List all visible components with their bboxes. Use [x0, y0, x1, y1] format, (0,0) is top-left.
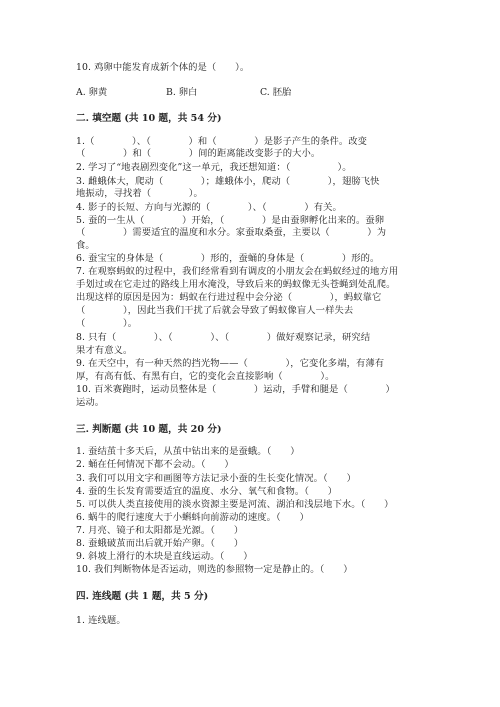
fill-line: （ ）和（ ）间的距离能改变影子的大小。: [76, 148, 321, 159]
judge-line: 6. 蜗牛的爬行速度大于小蝌蚪向前游动的速度。（ ）: [76, 512, 310, 523]
judge-line: 4. 蚕的生长发育需要适宜的温度、水分、氧气和食物。（ ）: [76, 486, 338, 497]
judge-line: 2. 蛹在任何情况下都不会动。（ ）: [76, 459, 234, 470]
judge-line: 5. 可以供人类直接使用的淡水资源主要是河流、湖泊和浅层地下水。（ ）: [76, 499, 394, 510]
fill-line: （ ），因此当我们干扰了后就会导致了蚂蚁像盲人一样失去: [76, 305, 354, 316]
fill-line: （ ）需要适宜的温度和水分。家蚕取桑蚕，主要以（ ）为: [76, 227, 387, 238]
section-fill-in-title: 二. 填空题 (共 10 题，共 54 分): [76, 113, 222, 124]
fill-line: 7. 在观察蚂蚁的过程中，我们经常看到有调皮的小朋友会在蚂蚁经过的地方用: [76, 266, 399, 277]
fill-line: 运动。: [76, 397, 105, 408]
fill-line: 3. 雌蛾体大，爬动（ ）；雄蛾体小，爬动（ ），翅膀飞快: [76, 176, 380, 187]
fill-line: 5. 蚕的一生从（ ）开始，（ ）是由蚕卵孵化出来的。蚕卵: [76, 215, 385, 226]
judge-line: 10. 我们判断物体是否运动，则选的参照物一定是静止的。（ ）: [76, 564, 353, 575]
fill-line: 2. 学习了“地表剧烈变化”这一单元，我还想知道：（ ）。: [76, 162, 352, 173]
fill-line: 食。: [76, 240, 95, 251]
option-b: B. 卵白: [166, 87, 198, 98]
judge-line: 9. 斜坡上滑行的木块是直线运动。（ ）: [76, 551, 253, 562]
option-c: C. 胚胎: [260, 87, 292, 98]
judge-line: 8. 蚕蛾破茧而出后就开始产卵。（ ）: [76, 538, 244, 549]
fill-line: 9. 在天空中，有一种天然的挡光物——（ ），它变化多端，有薄有: [76, 358, 385, 369]
section-judgement-title: 三. 判断题 (共 10 题，共 20 分): [76, 424, 222, 435]
fill-line: 4. 影子的长短、方向与光源的（ ）、（ ）有关。: [76, 202, 342, 213]
fill-line: 10. 百米赛跑时，运动员整体是（ ）运动，手臂和腿是（ ）: [76, 384, 395, 395]
fill-line: 手划过或在它走过的路线上用水淹没，导致后来的蚂蚁像无头苍蝇到处乱爬。: [76, 279, 396, 290]
option-a: A. 卵黄: [76, 87, 108, 98]
fill-line: 1.（ ）、（ ）和（ ）是影子产生的条件。改变: [76, 136, 368, 147]
fill-line: 地振动，寻找着（ ）。: [76, 188, 203, 199]
fill-line: （ ）。: [76, 318, 138, 329]
fill-line: 6. 蚕宝宝的身体是（ ）形的，蚕蛹的身体是（ ）形的。: [76, 253, 380, 264]
judge-line: 3. 我们可以用文字和画图等方法记录小蚕的生长变化情况。（ ）: [76, 473, 356, 484]
judge-line: 1. 蚕结茧十多天后，从茧中钻出来的是蚕蛾。（ ）: [76, 446, 300, 457]
question-10-choice: 10. 鸡卵中能发育成新个体的是（ ）。: [76, 62, 250, 73]
fill-line: 果才有意义。: [76, 345, 133, 356]
judge-line: 7. 月亮、镜子和太阳都是光源。（ ）: [76, 525, 244, 536]
fill-line: 8. 只有（ ）、（ ）、（ ）做好观察记录，研究结: [76, 332, 371, 343]
fill-line: 出现这样的原因是因为：蚂蚁在行进过程中会分泌（ ），蚂蚁靠它: [76, 292, 382, 303]
fill-line: 厚，有高有低、有黑有白，它的变化会直接影响（ ）。: [76, 371, 335, 382]
matching-line: 1. 连线题。: [76, 615, 126, 626]
section-matching-title: 四. 连线题 (共 1 题，共 5 分): [76, 591, 209, 602]
